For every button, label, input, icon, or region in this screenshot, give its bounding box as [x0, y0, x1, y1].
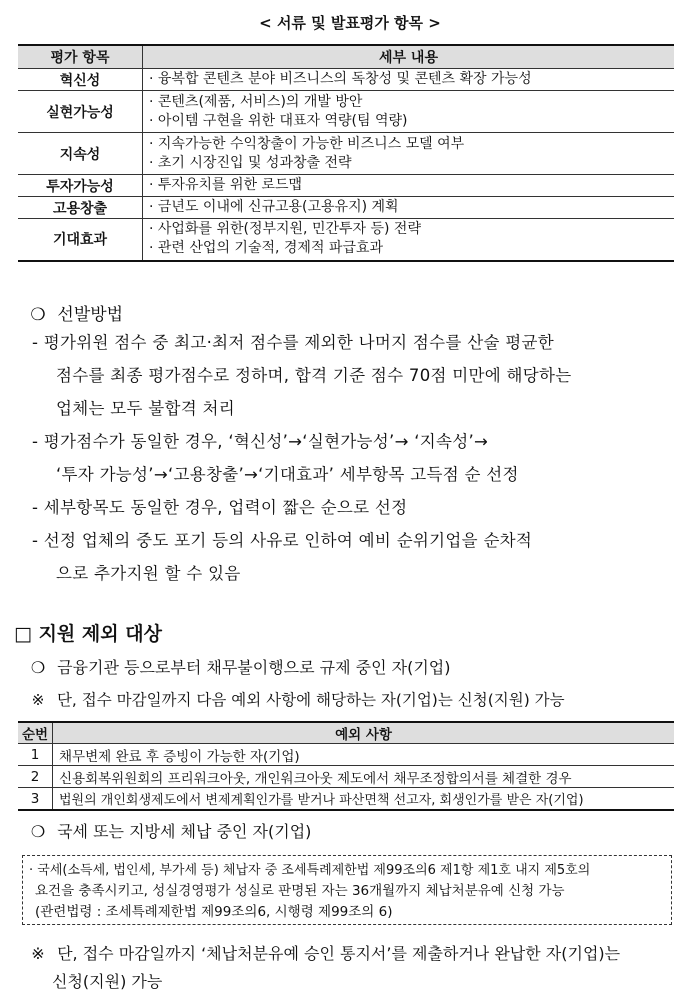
- circle-bullet-icon: ❍: [30, 658, 46, 677]
- exclusion-item-2: [24, 820, 700, 844]
- detail-line: · 관련 산업의 기술적, 경제적 파급효과: [149, 240, 384, 257]
- box-line: · 국세(소득세, 법인세, 부가세 등) 체납자 중 조세특례제한법 제99조의6 제1항 제1호 내지 제5호의: [29, 863, 591, 878]
- table-row: [18, 69, 674, 91]
- header-exception: 예외 사항: [53, 722, 675, 744]
- evaluation-items-table: [18, 44, 674, 262]
- header-detail: 세부 내용: [143, 45, 675, 69]
- selection-line: 점수를 최종 평가점수로 정하며, 합격 기준 점수 70점 미만에 해당하는: [56, 366, 572, 385]
- circle-bullet-icon: ❍: [30, 822, 46, 841]
- exclusion-note-1: [24, 688, 700, 712]
- category-cell: 혁신성: [18, 69, 143, 91]
- row-text: 채무변제 완료 후 증빙이 가능한 자(기업): [53, 744, 675, 766]
- selection-line: - 평가위원 점수 중 최고·최저 점수를 제외한 나머지 점수를 산술 평균한: [32, 333, 554, 352]
- table-row: [18, 91, 674, 133]
- table-header-row: [18, 722, 674, 744]
- detail-line: · 지속가능한 수익창출이 가능한 비즈니스 모델 여부: [149, 135, 465, 152]
- exclusion-note-2-line: 신청(지원) 가능: [52, 972, 163, 991]
- selection-line: ‘투자 가능성’→‘고용창출’→‘기대효과’ 세부항목 고득점 순 선정: [56, 465, 519, 484]
- selection-body: [32, 326, 682, 590]
- selection-line: - 평가점수가 동일한 경우, ‘혁신성’→‘실현가능성’→ ‘지속성’→: [32, 432, 489, 451]
- detail-line: · 투자유치를 위한 로드맵: [149, 177, 303, 193]
- exclusion-note-2-line: 단, 접수 마감일까지 ‘체납처분유예 승인 통지서’를 제출하거나 완납한 자(기업)는: [57, 944, 621, 963]
- table-row: [18, 133, 674, 175]
- exclusion-heading: [14, 620, 700, 648]
- header-eval-item: 평가 항목: [18, 45, 143, 69]
- selection-line: 업체는 모두 불합격 처리: [56, 399, 236, 418]
- exclusion-item-1-text: 금융기관 등으로부터 채무불이행으로 규제 중인 자(기업): [57, 658, 451, 677]
- table-row: [18, 197, 674, 219]
- detail-cell: [143, 133, 675, 175]
- category-cell: 지속성: [18, 133, 143, 175]
- exclusion-item-2-text: 국세 또는 지방세 체납 중인 자(기업): [57, 822, 312, 841]
- detail-cell: [143, 69, 675, 91]
- exception-table: [18, 721, 674, 811]
- row-number: 1: [18, 744, 53, 766]
- reference-mark-icon: ※: [31, 691, 45, 709]
- table-row: [18, 766, 674, 788]
- tax-deferral-note-box: [22, 855, 672, 925]
- row-number: 2: [18, 766, 53, 788]
- row-text: 법원의 개인회생제도에서 변제계획인가를 받거나 파산면책 선고자, 회생인가를 받은 자(기업): [53, 788, 675, 811]
- exclusion-item-1: [24, 656, 700, 680]
- category-cell: 고용창출: [18, 197, 143, 219]
- table-row: [18, 788, 674, 811]
- selection-line: 으로 추가지원 할 수 있음: [56, 564, 241, 583]
- exclusion-note-1-text: 단, 접수 마감일까지 다음 예외 사항에 해당하는 자(기업)는 신청(지원) 가능: [56, 691, 565, 709]
- exclusion-heading-text: 지원 제외 대상: [38, 623, 162, 645]
- table-row: [18, 744, 674, 766]
- circle-bullet-icon: ❍: [30, 305, 46, 325]
- box-line: 요건을 충족시키고, 성실경영평가 성실로 판명된 자는 36개월까지 체납처분유예 신청 가능: [35, 883, 565, 899]
- row-text: 신용회복위원회의 프리워크아웃, 개인워크아웃 제도에서 채무조정합의서를 체결한 경우: [53, 766, 675, 788]
- selection-heading-text: 선발방법: [57, 305, 124, 325]
- exclusion-note-2: [24, 940, 700, 996]
- table-header-row: [18, 45, 674, 69]
- box-line: (관련법령 : 조세특례제한법 제99조의6, 시행령 제99조의 6): [35, 904, 393, 920]
- category-cell: 기대효과: [18, 219, 143, 261]
- detail-line: · 초기 시장진입 및 성과창출 전략: [149, 154, 352, 171]
- header-number: 순번: [18, 722, 53, 744]
- category-cell: 실현가능성: [18, 91, 143, 133]
- selection-line: - 세부항목도 동일한 경우, 업력이 짧은 순으로 선정: [32, 498, 408, 517]
- detail-cell: [143, 219, 675, 261]
- table-row: [18, 219, 674, 261]
- detail-line: · 아이템 구현을 위한 대표자 역량(팀 역량): [149, 112, 408, 129]
- table-row: [18, 175, 674, 197]
- detail-cell: [143, 175, 675, 197]
- detail-line: · 콘텐츠(제품, 서비스)의 개발 방안: [149, 93, 363, 110]
- detail-cell: [143, 197, 675, 219]
- reference-mark-icon: ※: [31, 944, 45, 963]
- selection-line: - 선정 업체의 중도 포기 등의 사유로 인하여 예비 순위기업을 순차적: [32, 531, 533, 550]
- detail-line: · 사업화를 위한(정부지원, 민간투자 등) 전략: [149, 221, 421, 238]
- square-bullet-icon: □: [14, 623, 32, 645]
- detail-line: · 융복합 콘텐츠 분야 비즈니스의 독창성 및 콘텐츠 확장 가능성: [149, 71, 532, 87]
- row-number: 3: [18, 788, 53, 811]
- eval-table-title: < 서류 및 발표평가 항목 >: [259, 14, 441, 32]
- detail-cell: [143, 91, 675, 133]
- detail-line: · 금년도 이내에 신규고용(고용유지) 계획: [149, 199, 399, 215]
- category-cell: 투자가능성: [18, 175, 143, 197]
- selection-heading: [24, 303, 700, 327]
